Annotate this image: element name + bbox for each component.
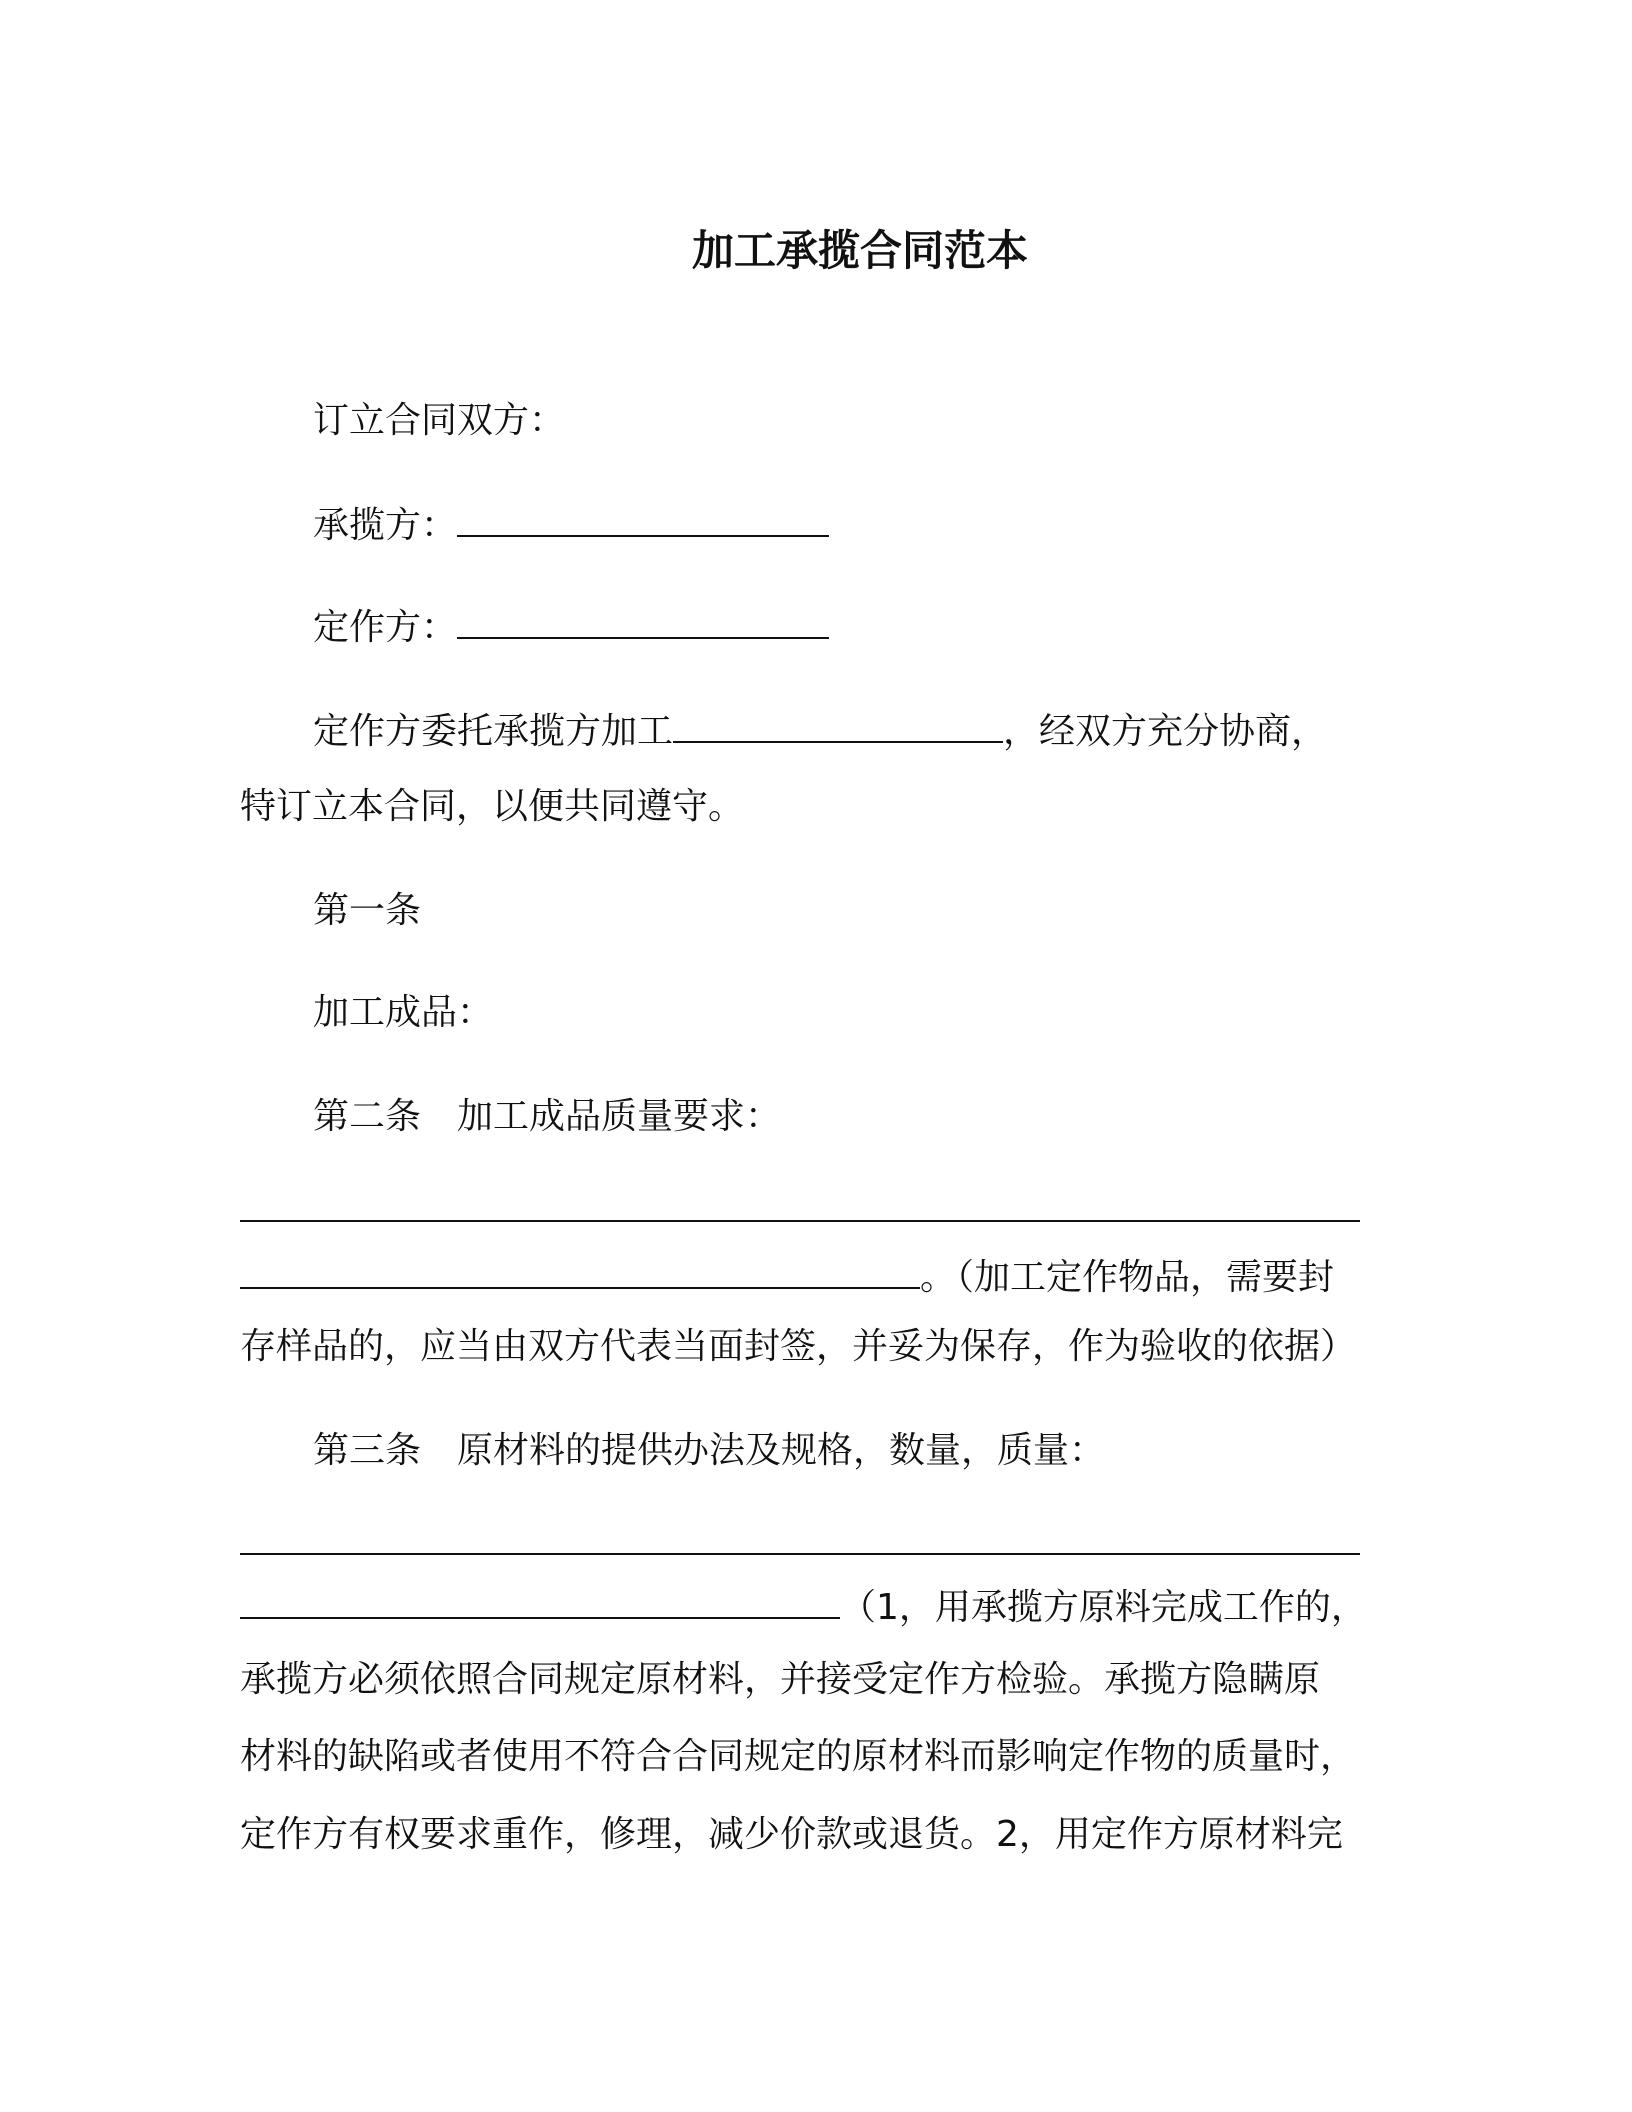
contractor-label: 承揽方： <box>313 505 458 546</box>
intro-line-2: 特订立本合同，以便共同遵守。 <box>240 786 745 827</box>
processing-item-blank[interactable] <box>673 709 1003 743</box>
article2-heading: 第二条 加工成品质量要求： <box>313 1096 782 1137</box>
article3-heading: 第三条 原材料的提供办法及规格，数量，质量： <box>313 1430 1106 1471</box>
article3-line: 承揽方必须依照合同规定原材料，并接受定作方检验。承揽方隐瞒原 <box>240 1659 1321 1700</box>
intro-text: 定作方委托承揽方加工 <box>313 711 674 752</box>
article1-heading: 第一条 <box>313 890 422 931</box>
article3-line: 定作方有权要求重作，修理，减少价款或退货。2，用定作方原材料完 <box>240 1814 1343 1855</box>
document-title: 加工承揽合同范本 <box>691 226 1028 275</box>
article2-line-2 <box>240 1255 1334 1300</box>
article1-label: 加工成品： <box>313 992 494 1033</box>
contractor-blank[interactable] <box>457 503 829 537</box>
parties-heading: 订立合同双方： <box>313 400 566 441</box>
article3-line: 材料的缺陷或者使用不符合合同规定的原材料而影响定作物的质量时， <box>240 1736 1357 1777</box>
intro-line-1 <box>313 709 1327 754</box>
article3-note: （1，用承揽方原料完成工作的， <box>840 1587 1367 1628</box>
article2-note: 。（加工定作物品，需要封 <box>920 1257 1335 1298</box>
article3-line-2 <box>240 1585 1367 1630</box>
article3-blank-2[interactable] <box>240 1585 840 1619</box>
article2-line-3: 存样品的，应当由双方代表当面封签，并妥为保存，作为验收的依据） <box>240 1326 1357 1367</box>
orderer-blank[interactable] <box>457 605 829 639</box>
article3-blank-1[interactable] <box>240 1553 1360 1555</box>
intro-text-2: ，经双方充分协商， <box>1003 711 1328 752</box>
contractor-line <box>313 503 829 548</box>
orderer-line <box>313 605 829 650</box>
article2-blank-1[interactable] <box>240 1220 1360 1222</box>
orderer-label: 定作方： <box>313 607 458 648</box>
article2-blank-2[interactable] <box>240 1255 920 1289</box>
